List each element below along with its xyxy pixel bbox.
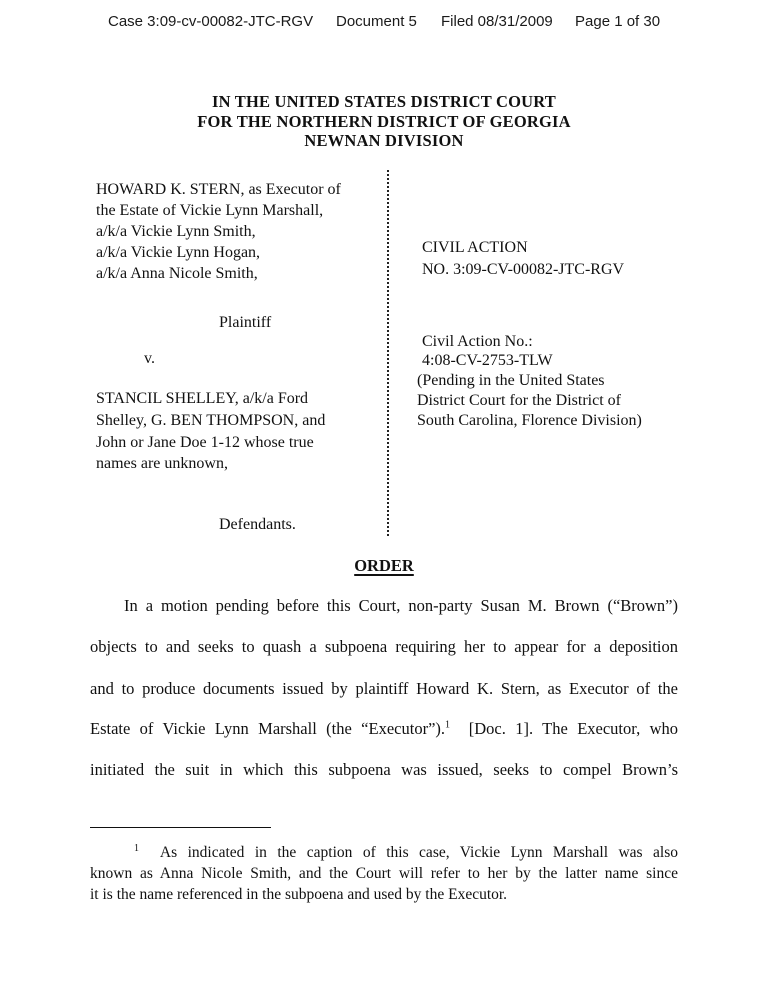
body-line: In a motion pending before this Court, non-party Susan M. Brown (“Brown”): [124, 596, 678, 615]
defendant-name-line: John or Jane Doe 1-12 whose true: [96, 434, 314, 451]
footnote-reference: 1: [445, 719, 451, 731]
other-action-line: (Pending in the United States: [417, 372, 605, 389]
defendant-name-line: names are unknown,: [96, 455, 228, 472]
footnote-line: [134, 844, 678, 862]
order-title-text: ORDER: [354, 556, 414, 575]
document-number: Document 5: [336, 13, 417, 30]
other-action-number: 4:08-CV-2753-TLW: [422, 352, 553, 369]
court-name-line-1: IN THE UNITED STATES DISTRICT COURT: [211, 92, 556, 111]
footnote-marker: 1: [134, 842, 139, 854]
body-line: and to produce documents issued by plaintiff Howard K. Stern, as Executor of the: [90, 679, 678, 698]
caption-divider: [387, 170, 389, 536]
plaintiff-name-line: a/k/a Vickie Lynn Smith,: [96, 223, 256, 240]
other-action-line: South Carolina, Florence Division): [417, 412, 642, 429]
other-action-line: Civil Action No.:: [422, 333, 533, 350]
footnote-line: known as Anna Nicole Smith, and the Court will refer to her by the latter name since: [90, 865, 678, 882]
versus-label: v.: [144, 350, 155, 367]
court-division: NEWNAN DIVISION: [304, 131, 464, 150]
footnote-line: it is the name referenced in the subpoena and used by the Executor.: [90, 886, 508, 903]
plaintiff-name-line: HOWARD K. STERN, as Executor of: [96, 181, 341, 198]
case-number: Case 3:09-cv-00082-JTC-RGV: [108, 13, 314, 30]
body-line: initiated the suit in which this subpoena was issued, seeks to compel Brown’s: [90, 760, 678, 779]
footnote-separator: [90, 827, 271, 828]
plaintiff-name-line: the Estate of Vickie Lynn Marshall,: [96, 202, 324, 219]
filed-date: Filed 08/31/2009: [441, 13, 553, 30]
defendant-name-line: STANCIL SHELLEY, a/k/a Ford: [96, 390, 309, 407]
defendants-label: Defendants.: [219, 516, 296, 533]
footnote-text: As indicated in the caption of this case, Vickie Lynn Marshall was also: [159, 844, 679, 861]
other-action-line: District Court for the District of: [417, 392, 621, 409]
civil-action-line: CIVIL ACTION: [422, 239, 528, 256]
court-name-line-2: FOR THE NORTHERN DISTRICT OF GEORGIA: [197, 112, 571, 131]
page-indicator: Page 1 of 30: [575, 13, 661, 30]
body-line: objects to and seeks to quash a subpoena requiring her to appear for a deposition: [90, 637, 678, 656]
body-line-text: Estate of Vickie Lynn Marshall (the “Executor”).: [90, 719, 446, 738]
civil-action-number: NO. 3:09-CV-00082-JTC-RGV: [422, 261, 625, 278]
defendant-name-line: Shelley, G. BEN THOMPSON, and: [96, 412, 326, 429]
plaintiff-name-line: a/k/a Vickie Lynn Hogan,: [96, 244, 261, 261]
body-line: [90, 719, 678, 739]
body-line-text: [Doc. 1]. The Executor, who: [468, 719, 679, 738]
plaintiff-name-line: a/k/a Anna Nicole Smith,: [96, 265, 258, 282]
order-title: [0, 556, 768, 576]
plaintiff-label: Plaintiff: [219, 314, 272, 331]
